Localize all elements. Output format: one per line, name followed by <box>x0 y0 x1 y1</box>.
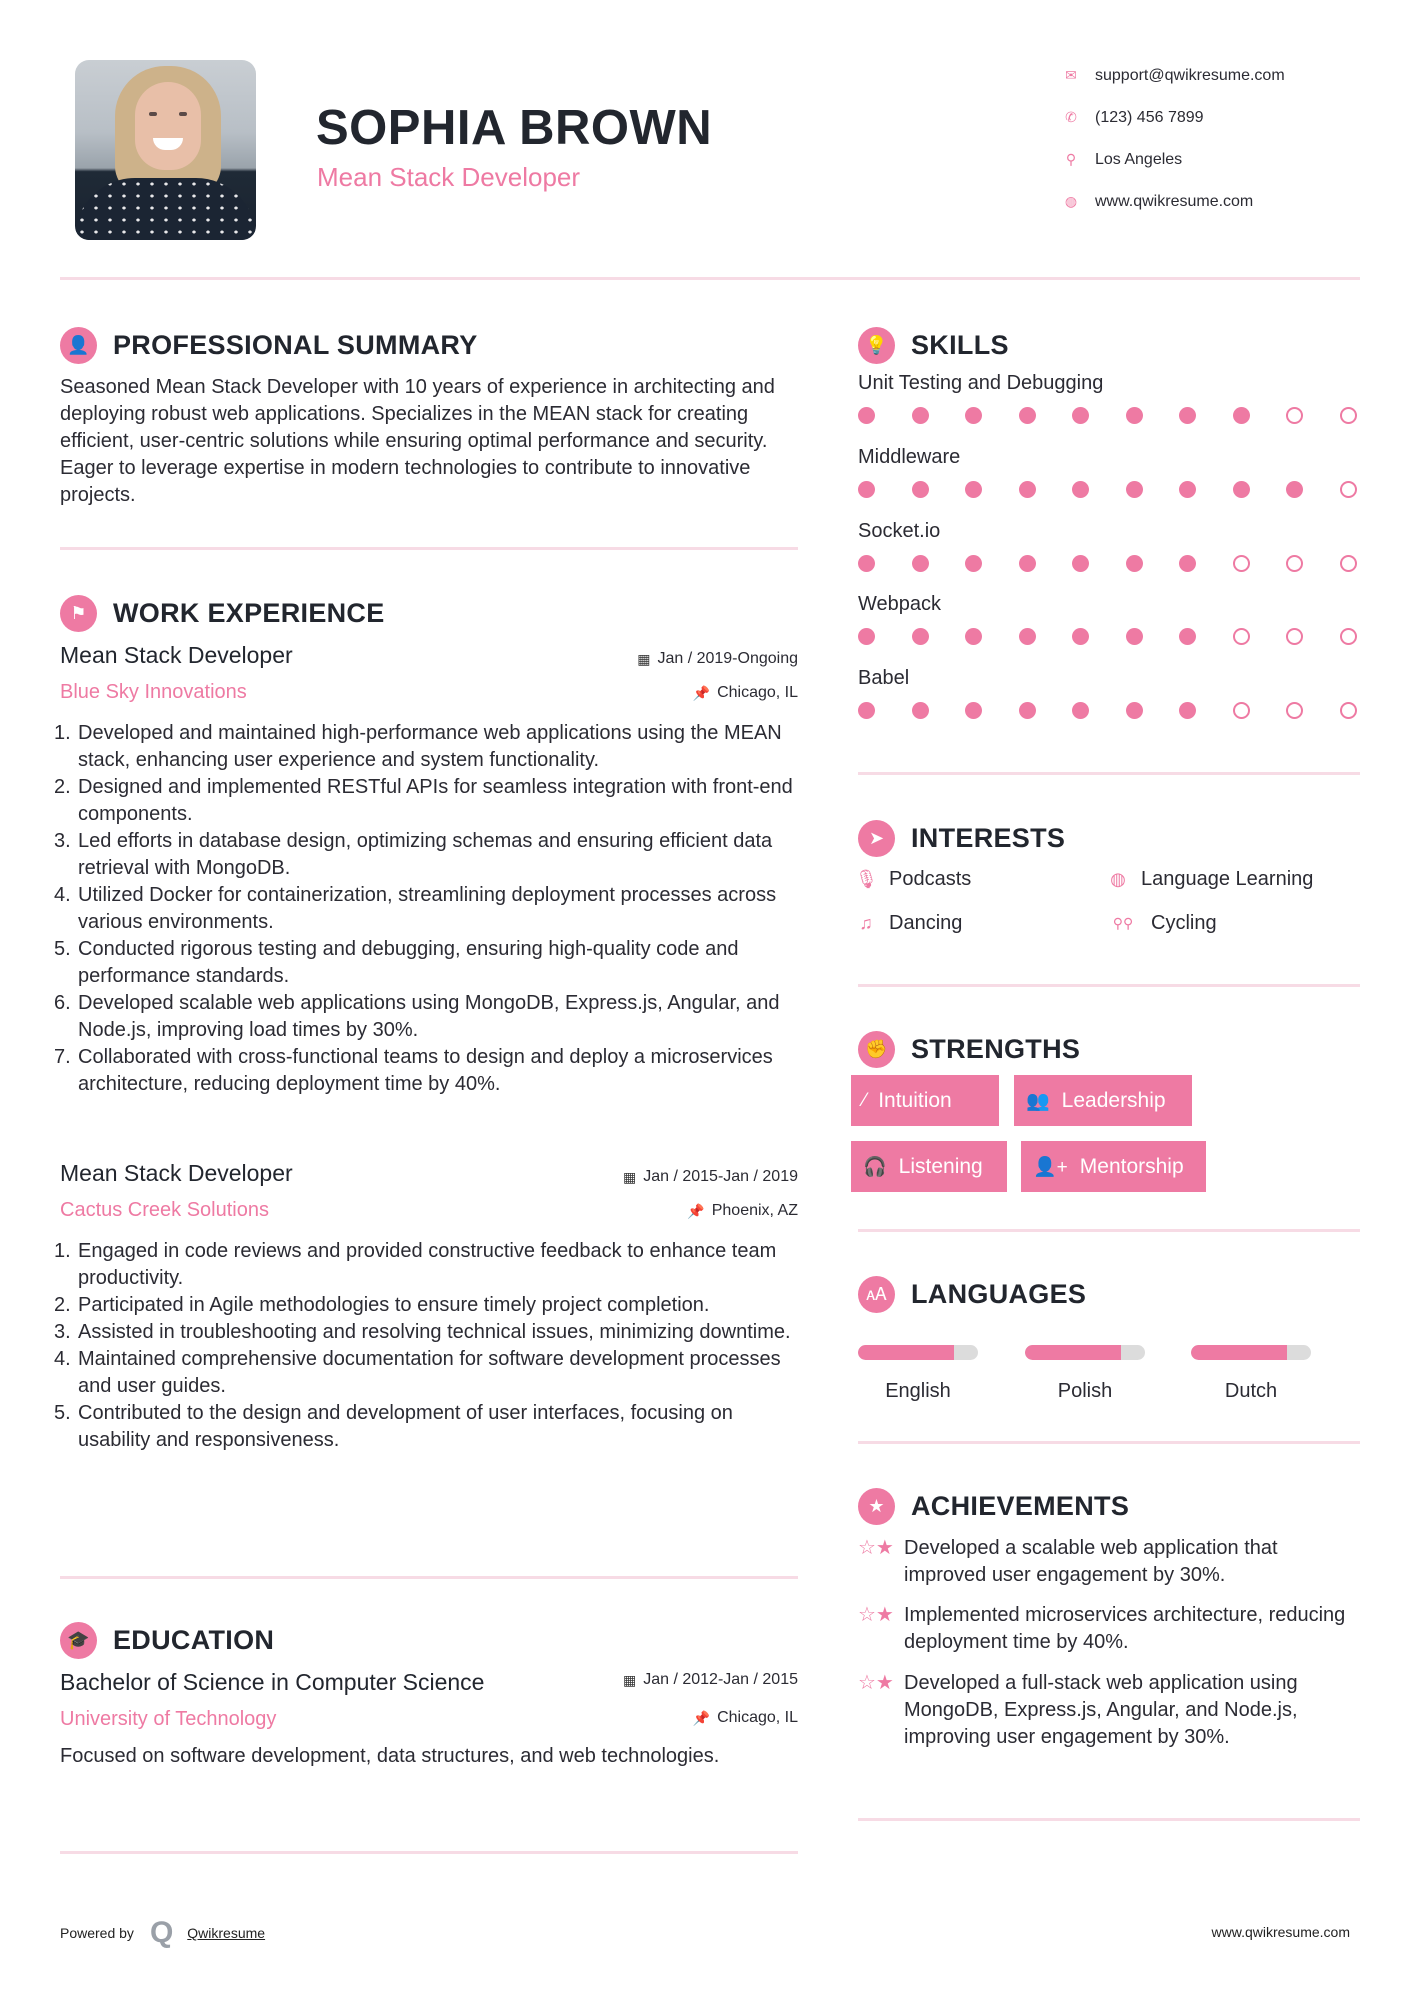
music-note-icon: ♫ <box>859 913 873 933</box>
section-header-experience <box>60 595 385 632</box>
photo-eye <box>179 112 187 116</box>
job-bullets <box>54 1238 798 1454</box>
rating-dot-filled <box>912 407 929 424</box>
rating-dot-filled <box>1019 481 1036 498</box>
rating-dot-filled <box>1019 407 1036 424</box>
skill-rating <box>858 628 1363 645</box>
section-title: ACHIEVEMENTS <box>911 1491 1130 1521</box>
section-divider <box>60 1576 798 1579</box>
job-role: Mean Stack Developer <box>60 642 293 668</box>
rating-dot-empty <box>1286 628 1303 645</box>
skill-name: Middleware <box>858 446 961 468</box>
interest-label: Podcasts <box>889 868 972 890</box>
fist-icon: ✊ <box>858 1031 895 1068</box>
strength-chip <box>851 1075 999 1126</box>
rating-dot-filled <box>1179 702 1196 719</box>
rating-dot-filled <box>1179 555 1196 572</box>
rating-dot-filled <box>858 628 875 645</box>
rating-dot-filled <box>965 555 982 572</box>
users-icon: 👥 <box>1026 1090 1050 1112</box>
job-entry <box>54 642 798 1098</box>
strength-label: Listening <box>898 1154 983 1178</box>
rating-dot-filled <box>965 628 982 645</box>
language-item <box>1191 1345 1311 1403</box>
rating-dot-filled <box>912 555 929 572</box>
job-bullet: 4. Utilized Docker for containerization, streamlining deployment processes across various environments. <box>54 884 777 933</box>
pushpin-icon: 📌 <box>687 1202 705 1219</box>
rating-dot-filled <box>1126 628 1143 645</box>
section-divider <box>858 984 1360 987</box>
section-title: EDUCATION <box>113 1625 275 1655</box>
job-bullets <box>54 720 798 1098</box>
job-bullet: 6. Developed scalable web applications using MongoDB, Express.js, Angular, and Node.js, improving load times by 30%. <box>54 992 780 1041</box>
education-location-text: Chicago, IL <box>717 1709 798 1726</box>
language-item <box>1025 1345 1145 1403</box>
section-header-summary <box>60 327 478 364</box>
skill-rating <box>858 481 1363 498</box>
job-location-text: Chicago, IL <box>717 684 798 701</box>
phone-icon: ✆ <box>1065 110 1077 126</box>
contact-email[interactable] <box>1060 55 1380 97</box>
achievement-text: Implemented microservices architecture, reducing deployment time by 40%. <box>904 1604 1346 1653</box>
job-bullet: 3. Assisted in troubleshooting and resolving technical issues, minimizing downtime. <box>54 1321 791 1343</box>
section-divider <box>60 1851 798 1854</box>
profile-photo <box>75 60 256 240</box>
job-dates-text: Jan / 2015-Jan / 2019 <box>643 1168 798 1185</box>
rating-dot-empty <box>1340 481 1357 498</box>
section-divider <box>858 1441 1360 1444</box>
shooting-star-icon: ☆★ <box>858 1602 894 1626</box>
interest-item <box>1107 912 1217 935</box>
contact-phone-text: (123) 456 7899 <box>1095 109 1204 126</box>
magic-wand-icon: ⁄ <box>863 1089 867 1111</box>
education-dates-text: Jan / 2012-Jan / 2015 <box>643 1671 798 1688</box>
language-name: Dutch <box>1224 1380 1278 1402</box>
strength-chip <box>851 1141 1007 1192</box>
job-dates <box>637 650 798 668</box>
rating-dot-filled <box>1072 628 1089 645</box>
education-description: Focused on software development, data structures, and web technologies. <box>60 1745 720 1767</box>
job-dates-text: Jan / 2019-Ongoing <box>657 650 798 667</box>
achievement-item <box>858 1670 1358 1751</box>
language-name: Polish <box>1057 1380 1113 1402</box>
achievement-item <box>858 1535 1358 1589</box>
section-title: WORK EXPERIENCE <box>113 598 385 628</box>
rating-dot-empty <box>1233 555 1250 572</box>
calendar-icon: ▦ <box>622 1671 637 1688</box>
pushpin-icon: 📌 <box>692 684 711 701</box>
section-header-achievements <box>858 1488 1129 1525</box>
rating-dot-filled <box>965 407 982 424</box>
achievement-text: Developed a scalable web application that improved user engagement by 30%. <box>904 1537 1278 1586</box>
user-plus-icon: 👤+ <box>1033 1156 1068 1178</box>
language-proficiency-bar <box>1191 1345 1311 1360</box>
language-item <box>858 1345 978 1403</box>
job-role: Mean Stack Developer <box>60 1160 293 1186</box>
section-header-strengths <box>858 1031 1080 1068</box>
rating-dot-empty <box>1340 407 1357 424</box>
job-entry <box>54 1160 798 1454</box>
rating-dot-filled <box>912 628 929 645</box>
degree: Bachelor of Science in Computer Science <box>60 1669 485 1695</box>
section-header-skills <box>858 327 1009 364</box>
contact-location <box>1060 139 1380 181</box>
job-bullet: 4. Maintained comprehensive documentation for software development processes and user guides. <box>54 1348 781 1397</box>
calendar-icon: ▦ <box>637 650 651 667</box>
briefcase-icon: ⚑ <box>60 595 97 632</box>
bicycle-icon: ⚲⚲ <box>1112 915 1134 931</box>
skill-item <box>858 372 1363 424</box>
rating-dot-empty <box>1340 628 1357 645</box>
job-bullet: 5. Conducted rigorous testing and debugging, ensuring high-quality code and performance standards. <box>54 938 739 987</box>
pushpin-icon: 📌 <box>692 1709 711 1726</box>
job-location <box>687 1202 798 1220</box>
envelope-icon: ✉ <box>1065 68 1077 84</box>
skill-item <box>858 667 1363 719</box>
education-entry <box>60 1669 798 1770</box>
job-bullet: 2. Participated in Agile methodologies to ensure timely project completion. <box>54 1294 710 1316</box>
rating-dot-filled <box>912 702 929 719</box>
job-dates <box>623 1168 798 1186</box>
rating-dot-empty <box>1286 555 1303 572</box>
footer-powered-by <box>60 1916 265 1950</box>
rating-dot-filled <box>1072 555 1089 572</box>
rating-dot-empty <box>1340 555 1357 572</box>
section-header-languages <box>858 1276 1086 1313</box>
paper-plane-icon: ➤ <box>858 820 895 857</box>
section-divider <box>858 772 1360 775</box>
job-bullet: 1. Developed and maintained high-performance web applications using the MEAN stack, enhancing user experience and system functionality. <box>54 722 782 771</box>
rating-dot-filled <box>1126 481 1143 498</box>
section-divider <box>858 1229 1360 1232</box>
language-proficiency-bar <box>858 1345 978 1360</box>
language-proficiency-fill <box>1191 1345 1287 1360</box>
strength-label: Leadership <box>1061 1088 1166 1112</box>
rating-dot-filled <box>858 481 875 498</box>
section-header-education <box>60 1622 274 1659</box>
job-bullet: 5. Contributed to the design and development of user interfaces, focusing on usability and responsiveness. <box>54 1402 733 1451</box>
section-title: INTERESTS <box>911 823 1066 853</box>
job-bullet: 7. Collaborated with cross-functional teams to design and deploy a microservices architecture, reducing deployment time by 40%. <box>54 1046 773 1095</box>
qwikresume-logo-icon: Q <box>149 1916 174 1949</box>
job-company: Cactus Creek Solutions <box>60 1199 269 1221</box>
microphone-icon: 🎙 <box>855 869 878 889</box>
section-title: STRENGTHS <box>911 1034 1081 1064</box>
interest-label: Dancing <box>889 912 963 934</box>
skill-name: Babel <box>858 667 910 689</box>
rating-dot-empty <box>1340 702 1357 719</box>
section-title: PROFESSIONAL SUMMARY <box>113 330 478 360</box>
rating-dot-filled <box>1126 702 1143 719</box>
language-proficiency-fill <box>1025 1345 1121 1360</box>
rating-dot-empty <box>1286 702 1303 719</box>
rating-dot-filled <box>912 481 929 498</box>
contact-email-text: support@qwikresume.com <box>1095 67 1285 84</box>
star-icon: ★ <box>858 1488 895 1525</box>
section-divider <box>60 547 798 550</box>
contact-website-text: www.qwikresume.com <box>1095 193 1254 210</box>
map-pin-icon: ⚲ <box>1065 152 1077 168</box>
rating-dot-filled <box>1233 481 1250 498</box>
section-title: LANGUAGES <box>911 1279 1087 1309</box>
interest-item <box>855 868 971 891</box>
footer-website[interactable]: www.qwikresume.com <box>1211 1924 1350 1940</box>
rating-dot-filled <box>1179 628 1196 645</box>
headphones-icon: 🎧 <box>863 1156 887 1178</box>
photo-eye <box>149 112 157 116</box>
rating-dot-filled <box>1019 628 1036 645</box>
summary-text: Seasoned Mean Stack Developer with 10 years of experience in architecting and deploying robust web applications. Specializes in the MEAN stack for creating efficient, user-centric solutions while ensuring optimal performance and security. Eager to leverage expertise in modern technologies to contribute to innovative projects. <box>60 376 775 506</box>
rating-dot-filled <box>1286 481 1303 498</box>
contact-phone[interactable] <box>1060 97 1380 139</box>
photo-face <box>135 82 201 170</box>
globe-icon: ◍ <box>1064 194 1078 210</box>
contact-website[interactable] <box>1060 181 1380 223</box>
skill-rating <box>858 555 1363 572</box>
header-divider <box>60 277 1360 280</box>
section-divider <box>858 1818 1360 1821</box>
job-bullet: 3. Led efforts in database design, optimizing schemas and ensuring efficient data retrieval with MongoDB. <box>54 830 773 879</box>
interest-item <box>855 912 962 935</box>
skill-rating <box>858 702 1363 719</box>
rating-dot-filled <box>858 407 875 424</box>
job-bullet: 1. Engaged in code reviews and provided constructive feedback to enhance team productivity. <box>54 1240 777 1289</box>
job-location-text: Phoenix, AZ <box>711 1202 798 1219</box>
user-icon: 👤 <box>60 327 97 364</box>
rating-dot-filled <box>1179 407 1196 424</box>
school: University of Technology <box>60 1708 277 1730</box>
rating-dot-filled <box>1233 407 1250 424</box>
rating-dot-filled <box>1072 481 1089 498</box>
skill-rating <box>858 407 1363 424</box>
job-location <box>693 684 798 702</box>
rating-dot-filled <box>1126 407 1143 424</box>
strength-chip <box>1021 1141 1206 1192</box>
rating-dot-filled <box>965 481 982 498</box>
rating-dot-filled <box>1072 407 1089 424</box>
education-dates <box>623 1671 798 1689</box>
rating-dot-filled <box>858 702 875 719</box>
shooting-star-icon: ☆★ <box>858 1670 894 1694</box>
rating-dot-empty <box>1233 702 1250 719</box>
job-company: Blue Sky Innovations <box>60 681 247 703</box>
translate-icon: 🗚 <box>858 1276 895 1313</box>
candidate-title: Mean Stack Developer <box>317 162 581 192</box>
interest-label: Language Learning <box>1141 868 1314 890</box>
skill-name: Webpack <box>858 593 942 615</box>
language-proficiency-fill <box>858 1345 954 1360</box>
rating-dot-filled <box>1072 702 1089 719</box>
candidate-name: SOPHIA BROWN <box>316 101 713 155</box>
rating-dot-filled <box>965 702 982 719</box>
contact-list <box>1060 55 1380 223</box>
strength-label: Intuition <box>878 1088 952 1112</box>
contact-location-text: Los Angeles <box>1095 151 1183 168</box>
job-bullet: 2. Designed and implemented RESTful APIs for seamless integration with front-end components. <box>54 776 793 825</box>
interest-label: Cycling <box>1151 912 1217 934</box>
education-location <box>693 1709 798 1727</box>
section-header-interests <box>858 820 1065 857</box>
achievement-text: Developed a full-stack web application using MongoDB, Express.js, Angular, and Node.js, improving user engagement by 30%. <box>904 1672 1298 1748</box>
powered-by-label: Powered by <box>60 1925 134 1941</box>
graduate-icon: 🎓 <box>60 1622 97 1659</box>
rating-dot-filled <box>1019 555 1036 572</box>
section-title: SKILLS <box>911 330 1009 360</box>
globe-icon: ◍ <box>1110 869 1126 889</box>
photo-shirt <box>75 178 256 240</box>
skill-name: Socket.io <box>858 520 941 542</box>
rating-dot-filled <box>1019 702 1036 719</box>
skill-item <box>858 446 1363 498</box>
language-name: English <box>885 1380 951 1402</box>
shooting-star-icon: ☆★ <box>858 1535 894 1559</box>
skill-name: Unit Testing and Debugging <box>858 372 1104 394</box>
rating-dot-filled <box>1126 555 1143 572</box>
achievement-item <box>858 1602 1358 1656</box>
lightbulb-icon: 💡 <box>858 327 895 364</box>
strength-chip <box>1014 1075 1192 1126</box>
skill-item <box>858 520 1363 572</box>
language-proficiency-bar <box>1025 1345 1145 1360</box>
qwikresume-link[interactable]: Qwikresume <box>187 1925 266 1941</box>
rating-dot-filled <box>858 555 875 572</box>
rating-dot-empty <box>1286 407 1303 424</box>
interest-item <box>1107 868 1313 891</box>
skill-item <box>858 593 1363 645</box>
strength-label: Mentorship <box>1079 1154 1184 1178</box>
calendar-icon: ▦ <box>622 1168 637 1185</box>
rating-dot-filled <box>1179 481 1196 498</box>
rating-dot-empty <box>1233 628 1250 645</box>
